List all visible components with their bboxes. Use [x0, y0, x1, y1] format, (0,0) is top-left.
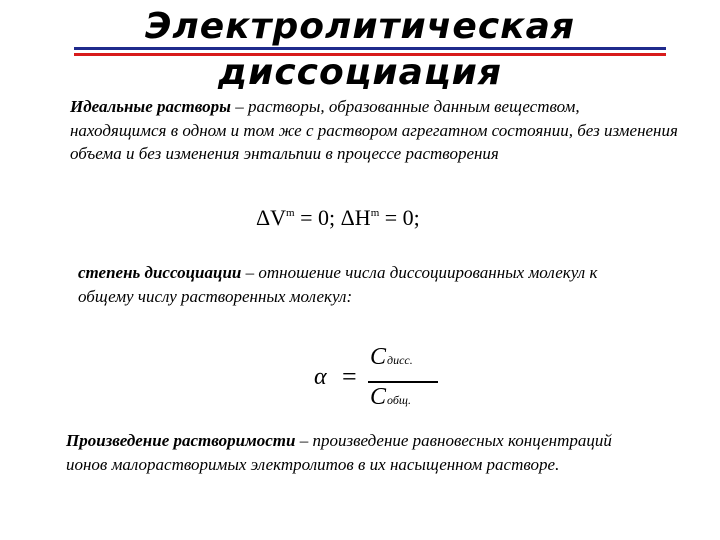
ideal-solution-equation [256, 205, 420, 231]
delta-h-sup: m [370, 207, 380, 219]
fraction-bar [368, 381, 438, 383]
delta-h-tail: = 0; [379, 205, 420, 230]
delta-v-sup: m [286, 207, 295, 219]
dissociation-degree-term: степень диссоциации [78, 263, 242, 282]
delta-v: ΔV [256, 205, 287, 230]
slide-title-line-2: диссоциация [218, 52, 502, 93]
formula-denominator [370, 384, 411, 411]
solubility-product-definition [66, 429, 626, 476]
dissociation-degree-formula [314, 344, 454, 414]
ideal-solution-text: – растворы, образованные данным веществом, находящимся в одном и том же с раствором агрегатном состоянии, без изменения объема и без изменения энтальпии в процессе растворения [70, 97, 678, 163]
equals-sign: = [342, 362, 357, 391]
ideal-solution-definition [70, 95, 680, 166]
ideal-solution-term: Идеальные растворы [70, 97, 231, 116]
slide-title-line-1: Электролитическая [145, 6, 575, 47]
numerator-variable: C [370, 344, 387, 370]
dissociation-degree-definition [78, 261, 638, 308]
denominator-subscript: общ. [387, 393, 411, 407]
delta-h: ΔH [340, 205, 371, 230]
alpha-symbol: α [314, 364, 327, 390]
solubility-product-text: – произведение равновесных концентраций ионов малорастворимых электролитов в их насыщенном растворе. [66, 431, 612, 474]
delta-v-tail: = 0; [294, 205, 341, 230]
denominator-variable: C [370, 384, 387, 410]
formula-numerator [370, 344, 413, 371]
solubility-product-term: Произведение растворимости [66, 431, 296, 450]
numerator-subscript: дисс. [387, 353, 413, 367]
dissociation-degree-text: – отношение числа диссоциированных молекул к общему числу растворенных молекул: [78, 263, 598, 306]
